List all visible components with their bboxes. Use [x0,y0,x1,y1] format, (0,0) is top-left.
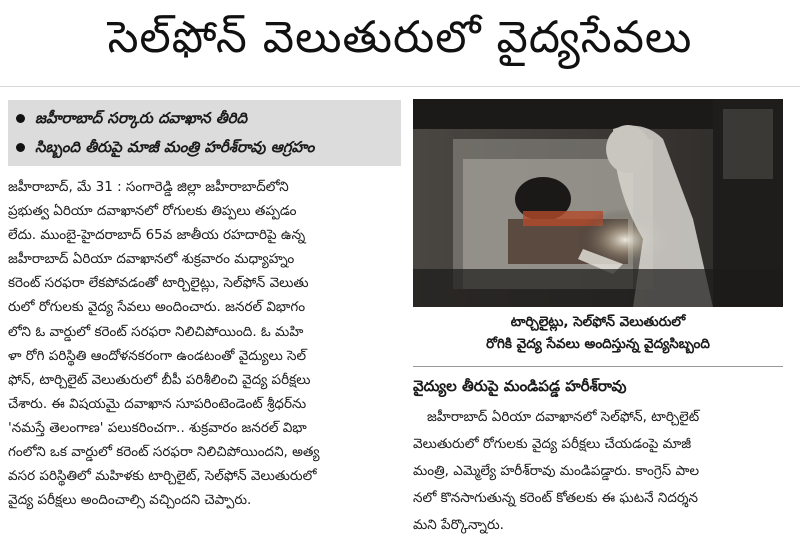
body-line: ళా రోగి పరిస్థితి ఆందోళనకరంగా ఉండటంతో వైద్యులు సెల్ [8,347,307,364]
body-line: మంత్రి, ఎమ్మెల్యే హరీశ్‌రావు మండిపడ్డారు. కాంగ్రెస్ పాల [413,463,700,479]
body-line: ఫోన్, టార్చిలైట్ వెలుతురులో బీపీ పరిశీలించి వైద్య పరీక్షలు [8,371,311,388]
body-line: లోని ఓ వార్డులో కరెంట్ సరఫరా నిలిచిపోయింది. ఓ మహి [8,323,304,340]
body-line: చేశారు. ఈ విషయమై దవాఖాన సూపరింటెండెంట్ శ్రీధర్‌ను [8,395,307,412]
body-line: జహీరాబాద్ ఏరియా దవాఖానలో సెల్‌ఫోన్, టార్చిలైట్ [427,409,700,425]
body-line: రులో రోగులకు వైద్య సేవలు అందించారు. జనరల్ విభాగం [8,299,306,316]
news-photo [413,99,783,307]
body-line: కరెంట్ సరఫరా లేకపోవడంతో టార్చిలైట్లు, సెల్‌ఫోన్ వెలుతు [8,275,309,292]
body-line: వసర పరిస్థితిలో మహిళకు టార్చిలైట్, సెల్‌ఫోన్ వెలుతురులో [8,468,317,485]
highlight-text: జహీరాబాద్ సర్కారు దవాఖాన తీరిది [35,109,248,127]
article-body-right [413,404,783,540]
body-line: వెలుతురులో రోగులకు వైద్య పరీక్షలు చేయడంపై మాజీ [413,436,692,452]
divider [413,366,783,367]
body-line: 'నమస్తే తెలంగాణ' పలుకరించగా.. శుక్రవారం జనరల్ విభా [8,419,307,436]
highlights-box [8,100,401,166]
body-line: లేదు. ముంబై-హైదరాబాద్ 65వ జాతీయ రహదారిపై ఉన్న [8,227,306,244]
body-line: నలో కొనసాగుతున్న కరెంట్ కోతలకు ఈ ఘటనే నిదర్శన [413,490,698,506]
highlight-item [16,104,393,133]
highlight-text: సిబ్బంది తీరుపై మాజీ మంత్రి హరీశ్‌రావు ఆగ్రహం [35,138,315,156]
body-line: జహీరాబాద్ ఏరియా దవాఖానలో శుక్రవారం మధ్యాహ్నం [8,251,295,268]
photo-caption [413,311,783,363]
bullet-icon [16,114,25,123]
body-line: వైద్య పరీక్షలు అందించాల్సి వచ్చిందని చెప్పారు. [8,492,252,509]
article-body-left [8,175,401,537]
body-line: జహీరాబాద్, మే 31 : సంగారెడ్డి జిల్లా జహీరాబాద్‌లోని [8,179,289,195]
caption-line: టార్చిలైట్లు, సెల్‌ఫోన్ వెలుతురులో [510,314,686,330]
highlight-item [16,133,393,162]
subheading: వైద్యుల తీరుపై మండిపడ్డ హరీశ్‌రావు [413,377,627,395]
caption-line: రోగికి వైద్య సేవలు అందిస్తున్న వైద్యసిబ్బంది [486,336,710,352]
headline: సెల్‌ఫోన్ వెలుతురులో వైద్యసేవలు [0,0,800,87]
photo-illustration [413,99,783,307]
bullet-icon [16,143,25,152]
body-line: ప్రభుత్వ ఏరియా దవాఖానలో రోగులకు తిప్పలు తప్పడం [8,203,297,220]
body-line: గంలోని ఒక వార్డులో కరెంట్ సరఫరా నిలిచిపోయిందని, అత్య [8,444,320,461]
body-line: మని పేర్కొన్నారు. [413,517,504,533]
